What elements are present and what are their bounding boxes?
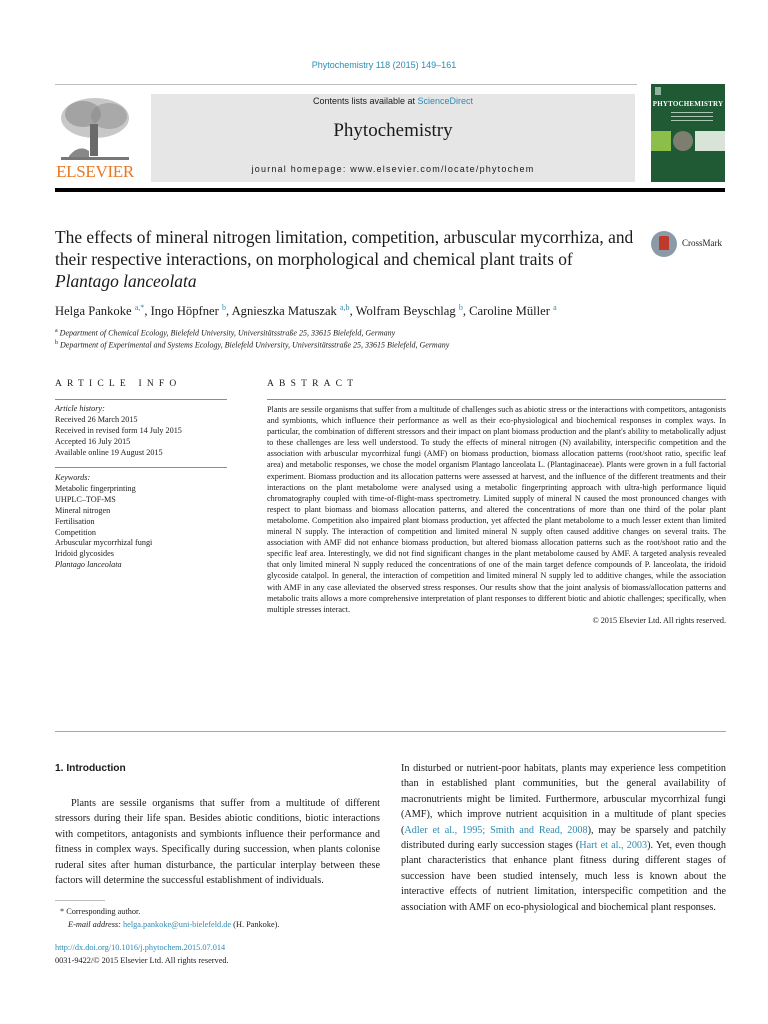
corresponding-author-footnote (60, 905, 390, 931)
journal-cover-image[interactable] (651, 84, 725, 182)
cover-chart-image (695, 131, 725, 151)
abstract-divider (267, 399, 726, 400)
affiliation-b (55, 340, 755, 350)
keywords-divider (55, 467, 227, 468)
cover-subtitle-line (671, 116, 713, 117)
cover-elsevier-icon (655, 87, 661, 95)
paragraph-text: In disturbed or nutrient-poor habitats, plants may experience less competition than in established plant communities, but the general availability of macronutrients might be limited. Furthermore, arbuscular mycorrhizal fungi (AMF), which improve nutrient acquisition in a multitude of plant species ( (401, 763, 726, 836)
email-link[interactable]: helga.pankoke@uni-bielefeld.de (123, 920, 232, 929)
abstract-heading: ABSTRACT (267, 379, 359, 389)
author-name[interactable]: Helga Pankoke (55, 304, 132, 319)
crossmark-button[interactable] (651, 231, 741, 259)
author-affiliation-mark[interactable]: a,b (340, 303, 350, 312)
journal-title: Phytochemistry (333, 120, 453, 141)
cover-title: PHYTOCHEMISTRY (652, 100, 724, 108)
paragraph-text: ). Yet, even though plant characteristics that enhance plant fitness during different stages of succession have been studied intensely, much less is known about the interactive effects of nutrient limitation, interspecific competition and the association with AMF on eco-physiological and biochemical plant responses. (401, 840, 726, 913)
author-affiliation-mark[interactable]: a (553, 303, 557, 312)
author-name[interactable]: Agnieszka Matuszak (231, 304, 337, 319)
keywords-label: Keywords: (55, 473, 91, 482)
keyword: Iridoid glycosides (55, 549, 114, 559)
footnote-divider (55, 900, 105, 901)
elsevier-tree-icon (59, 96, 131, 162)
header-divider (55, 84, 637, 85)
corresponding-line: * Corresponding author. (60, 907, 141, 916)
keyword: Fertilisation (55, 516, 95, 526)
sciencedirect-link[interactable]: ScienceDirect (417, 96, 474, 106)
cover-leaf-image (651, 131, 671, 151)
elsevier-logo[interactable] (55, 94, 135, 182)
body-divider (55, 731, 726, 732)
article-history (55, 404, 227, 459)
author-list: Helga Pankoke $^{a,*}$, Ingo Höpfner $^b$, Agnieszka Matuszak $^{a,b}$, Wolfram Beyschlag $^b$, Caroline Müller $^a$ (55, 303, 557, 319)
abstract-body (267, 404, 726, 626)
email-suffix: (H. Pankoke). (231, 920, 280, 929)
keyword: UHPLC–TOF-MS (55, 494, 116, 504)
email-label: E-mail address: (68, 920, 121, 929)
abstract-copyright: © 2015 Elsevier Ltd. All rights reserved. (592, 615, 726, 625)
history-item: Received in revised form 14 July 2015 (55, 425, 182, 435)
contents-line (151, 96, 635, 106)
affiliation-a (55, 328, 755, 338)
author-affiliation-mark[interactable]: b (221, 303, 226, 312)
affiliation-text: Department of Experimental and Systems Ecology, Bielefeld University, Universitätsstraße 25, 33615 Bielefeld, Germany (60, 340, 450, 350)
affiliation-text: Department of Chemical Ecology, Bielefeld University, Universitätsstraße 25, 33615 Bielefeld, Germany (59, 328, 396, 338)
author-name[interactable]: Ingo Höpfner (150, 304, 219, 319)
title-species: Plantago lanceolata (55, 271, 197, 291)
issn-copyright: 0031-9422/© 2015 Elsevier Ltd. All rights reserved. (55, 956, 229, 965)
article-title (55, 226, 635, 292)
doi-link[interactable]: http://dx.doi.org/10.1016/j.phytochem.2015.07.014 (55, 943, 226, 952)
history-item: Available online 19 August 2015 (55, 447, 163, 457)
keyword: Plantago lanceolata (55, 560, 122, 570)
journal-homepage[interactable]: journal homepage: www.elsevier.com/locate/phytochem (251, 164, 535, 174)
keywords-list (55, 473, 227, 571)
author-name[interactable]: Caroline Müller (469, 304, 550, 319)
crossmark-icon (651, 231, 677, 257)
citation-link[interactable]: Hart et al., 2003 (579, 840, 648, 852)
keyword: Metabolic fingerprinting (55, 483, 136, 493)
author-affiliation-mark[interactable]: a,* (134, 303, 145, 312)
keyword: Mineral nitrogen (55, 505, 111, 515)
author-name[interactable]: Wolfram Beyschlag (355, 304, 456, 319)
contents-prefix: Contents lists available at (312, 96, 418, 106)
article-info-divider (55, 399, 227, 400)
section-heading-introduction: 1. Introduction (55, 763, 126, 774)
email-line (60, 918, 390, 931)
cover-subtitle-line (671, 112, 713, 113)
journal-banner (151, 94, 635, 182)
affiliation-key: b (55, 340, 58, 346)
cover-cell-image (673, 131, 693, 151)
affiliation-key: a (55, 328, 58, 334)
article-info-heading: ARTICLE INFO (55, 379, 182, 389)
title-text: The effects of mineral nitrogen limitation, competition, arbuscular mycorrhiza, and their respective interactions, on morphological and chemical plant traits of (55, 227, 634, 269)
abstract-text: Plants are sessile organisms that suffer from a multitude of challenges such as abiotic stress or the interactions with competitors, antagonists and symbionts, which influence their performance as well as their eco-physiological and biochemical responses in complex ways. In particular, the combination of different stressors and their impact on plant biomass production and the plant's ability to metabolically adjust to these challenges are less well understood. To study the effects of mineral nitrogen (N) availability, interspecific competition and the association with arbuscular mycorrhizal fungi (AMF) on biomass production, biomass allocation patterns (root/shoot ratio, specific leaf area) and metabolic responses, we chose the model organism Plantago lanceolata L. (Plantaginaceae). Plants were grown in a full factorial experiment. Biomass production and its allocation patterns were assessed at harvest, and the influence of the different treatments and their interactions on the plant metabolome were analysed using a metabolic fingerprinting approach with ultra-high performance liquid chromatography coupled with time-of-flight-mass spectrometry. Limited supply of mineral N caused the most pronounced changes with respect to plant biomass and biomass allocation patterns, and altered the concentrations of more than one third of the polar plant metabolome. Competition also impaired plant biomass production, yet affected the plant metabolome to a much lesser extent than limited mineral N supply. The interaction of competition and limited mineral N supply often caused additive changes on several traits. The association with AMF did not enhance biomass production, but altered biomass allocation patterns such as the root/shoot ratio and the specific leaf area. Interestingly, we did not find significant changes in the plant metabolome caused by AMF. A targeted analysis revealed that only limited mineral N supply reduced the concentrations of one of the main target defence compounds of P. lanceolata, the iridoid glycoside catalpol. In general, the interaction of competition and limited mineral N supply led to additive changes, while the association with AMF in any case alleviated the observed stress responses. Our results show that the joint analysis of biomass/allocation patterns and metabolic traits allows a more comprehensive interpretation of plant responses to different biotic and abiotic challenges; specifically, when multiple stresses interact. (267, 405, 726, 614)
history-item: Received 26 March 2015 (55, 414, 138, 424)
doi-block (55, 941, 385, 967)
header-thick-divider (55, 188, 725, 192)
citation-link[interactable]: Adler et al., 1995; Smith and Read, 2008 (404, 824, 588, 836)
cover-subtitle-line (671, 120, 713, 121)
crossmark-label: CrossMark (682, 238, 722, 248)
history-item: Accepted 16 July 2015 (55, 436, 131, 446)
keyword: Competition (55, 527, 96, 537)
intro-paragraph-1: Plants are sessile organisms that suffer from a multitude of different stressors during their life span. Besides abiotic conditions, biotic interactions with competitors, antagonists and symbionts influence their performance and fitness in complex ways. Specifically during succession, when plants colonise ruderal sites after human disturbance, the particular interplay between these factors will determine the successful establishment of individuals. (55, 798, 380, 887)
keyword: Arbuscular mycorrhizal fungi (55, 538, 153, 548)
intro-paragraph-2 (401, 761, 726, 915)
paragraph-text: ), may be sparsely and patchily distributed during early succession stages ( (401, 824, 726, 852)
history-label: Article history: (55, 404, 105, 413)
corresponding-text: Corresponding author. (66, 907, 141, 916)
journal-citation-link[interactable]: Phytochemistry 118 (2015) 149–161 (311, 60, 457, 70)
author-affiliation-mark[interactable]: b (458, 303, 463, 312)
elsevier-wordmark: ELSEVIER (56, 162, 134, 181)
